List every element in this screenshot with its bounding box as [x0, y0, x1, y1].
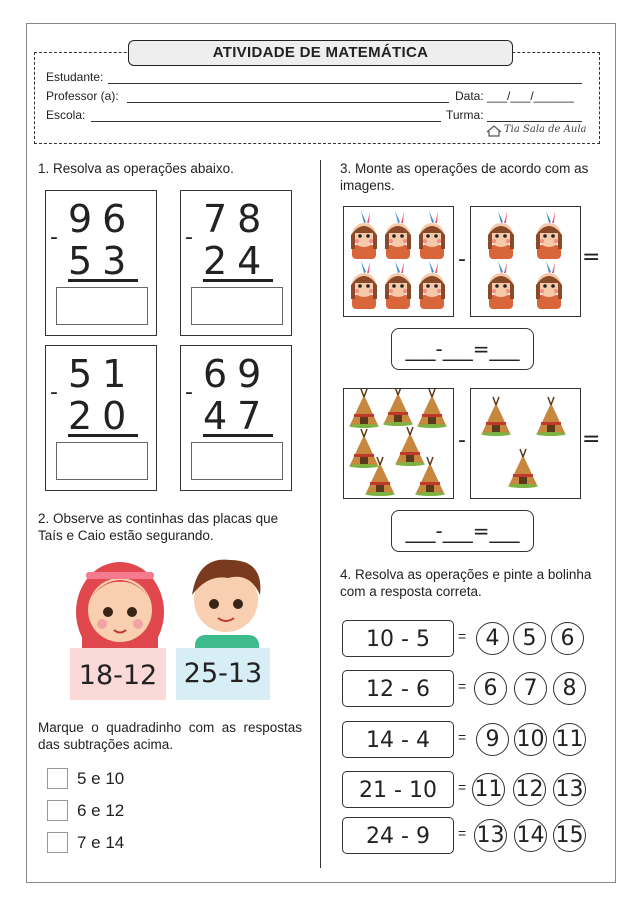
answer-option-label: 7 e 14	[77, 833, 125, 852]
answer-box[interactable]	[191, 442, 283, 480]
minus-sign: -	[185, 225, 193, 250]
q4-prompt: 4. Resolva as operações e pinte a bolinha com a resposta correta.	[340, 567, 592, 599]
minuend: 96	[68, 197, 137, 241]
date-label[interactable]: Data: ___/___/______	[455, 89, 574, 103]
school-label: Escola:	[46, 108, 86, 122]
operation-box: 24 - 9	[342, 817, 454, 854]
tipi-icon	[349, 389, 379, 428]
native-child-icon	[536, 211, 562, 259]
subtrahend: 24	[203, 239, 272, 283]
native-child-icon	[351, 261, 377, 309]
tipi-icon	[481, 397, 511, 436]
answer-option-label: 6 e 12	[77, 801, 125, 820]
equals-sign: =	[458, 628, 467, 644]
class-line[interactable]	[487, 121, 582, 122]
tipi-icon	[395, 427, 425, 466]
tipi-icon	[536, 397, 566, 436]
answer-bubble[interactable]: 14	[514, 819, 547, 852]
teacher-label: Professor (a):	[46, 89, 119, 103]
subtraction-card	[45, 190, 157, 336]
equals-sign: =	[458, 678, 467, 694]
result-line	[68, 434, 138, 437]
answer-bubble[interactable]: 15	[553, 819, 586, 852]
native-child-icon	[385, 261, 411, 309]
logo	[486, 124, 594, 138]
answer-bubble[interactable]: 10	[514, 723, 547, 756]
q3-answer-1[interactable]: ___-___=___	[391, 328, 534, 370]
result-line	[203, 279, 273, 282]
q3-minus-1: -	[458, 247, 466, 272]
student-line[interactable]	[108, 83, 582, 84]
answer-bubble[interactable]: 9	[476, 723, 509, 756]
answer-bubble[interactable]: 7	[514, 672, 547, 705]
subtraction-card	[180, 190, 292, 336]
answer-bubble[interactable]: 4	[476, 622, 509, 655]
minus-sign: -	[50, 225, 58, 250]
answer-bubble[interactable]: 11	[553, 723, 586, 756]
q3-group1-left	[343, 206, 454, 317]
native-child-icon	[536, 261, 562, 309]
q3-answer-2[interactable]: ___-___=___	[391, 510, 534, 552]
subtrahend: 20	[68, 394, 137, 438]
tipi-icon	[349, 429, 379, 468]
sign-boy	[176, 648, 270, 700]
equals-sign: =	[458, 729, 467, 745]
native-child-icon	[385, 211, 411, 259]
native-child-icon	[488, 211, 514, 259]
answer-box[interactable]	[191, 287, 283, 325]
equals-sign: =	[458, 825, 467, 841]
native-child-icon	[419, 211, 445, 259]
class-label: Turma:	[446, 108, 484, 122]
minus-sign: -	[185, 380, 193, 405]
operation-box: 10 - 5	[342, 620, 454, 657]
house-logo-icon	[486, 125, 502, 137]
school-line[interactable]	[91, 121, 441, 122]
answer-checkbox[interactable]	[47, 768, 68, 789]
answer-checkbox[interactable]	[47, 832, 68, 853]
student-label: Estudante:	[46, 70, 104, 84]
operation-box: 12 - 6	[342, 670, 454, 707]
teacher-line[interactable]	[127, 102, 449, 103]
subtrahend: 47	[203, 394, 272, 438]
answer-bubble[interactable]: 12	[513, 773, 546, 806]
answer-box[interactable]	[56, 287, 148, 325]
minuend: 51	[68, 352, 137, 396]
column-divider	[320, 160, 321, 868]
q1-prompt: 1. Resolva as operações abaixo.	[38, 161, 234, 176]
answer-bubble[interactable]: 5	[513, 622, 546, 655]
operation-box: 21 - 10	[342, 771, 454, 808]
result-line	[68, 279, 138, 282]
result-line	[203, 434, 273, 437]
minus-sign: -	[50, 380, 58, 405]
answer-option-label: 5 e 10	[77, 769, 125, 788]
answer-bubble[interactable]: 13	[474, 819, 507, 852]
page-title: ATIVIDADE DE MATEMÁTICA	[128, 40, 513, 66]
q3-minus-2: -	[458, 428, 466, 453]
tipi-icon	[417, 389, 447, 428]
q2-instruction: Marque o quadradinho com as respostas das subtrações acima.	[38, 720, 302, 752]
q3-group1-right	[470, 206, 581, 317]
answer-box[interactable]	[56, 442, 148, 480]
q3-prompt: 3. Monte as operações de acordo com as imagens.	[340, 161, 589, 193]
minuend: 69	[203, 352, 272, 396]
answer-bubble[interactable]: 13	[553, 773, 586, 806]
answer-checkbox[interactable]	[47, 800, 68, 821]
native-child-icon	[351, 211, 377, 259]
sign-girl-text: 18-12	[78, 660, 158, 691]
q2-prompt: 2. Observe as continhas das placas que Taís e Caio estão segurando.	[38, 511, 279, 543]
subtrahend: 53	[68, 239, 137, 283]
q3-group2-left	[343, 388, 454, 499]
minuend: 78	[203, 197, 272, 241]
tipi-icon	[383, 389, 413, 426]
subtraction-card	[45, 345, 157, 491]
subtraction-card	[180, 345, 292, 491]
native-child-icon	[419, 261, 445, 309]
tipi-icon	[508, 449, 538, 488]
native-child-icon	[488, 261, 514, 309]
operation-box: 14 - 4	[342, 721, 454, 758]
answer-bubble[interactable]: 8	[553, 672, 586, 705]
logo-text: Tia Sala de Aula	[504, 124, 587, 135]
q3-group2-right	[470, 388, 581, 499]
sign-boy-text: 25-13	[183, 658, 263, 689]
answer-bubble[interactable]: 6	[474, 672, 507, 705]
answer-bubble[interactable]: 6	[551, 622, 584, 655]
answer-bubble[interactable]: 11	[472, 773, 505, 806]
sign-girl	[70, 648, 166, 700]
equals-sign: =	[458, 779, 467, 795]
q3-equals-1: =	[582, 245, 601, 270]
q3-equals-2: =	[582, 427, 601, 452]
